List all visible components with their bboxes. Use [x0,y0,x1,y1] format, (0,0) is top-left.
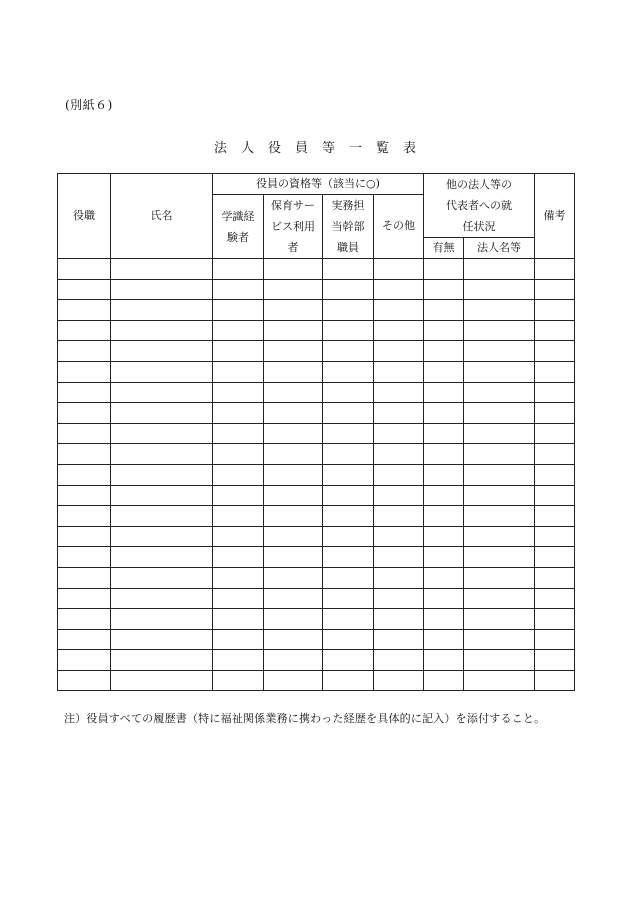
table-row [58,547,575,568]
table-cell [213,341,264,362]
table-cell [374,609,424,630]
table-row [58,341,575,362]
table-cell [58,361,111,382]
table-cell [264,279,323,300]
table-cell [264,382,323,403]
table-cell [374,300,424,321]
table-cell [464,259,535,280]
table-cell [464,320,535,341]
table-cell [58,670,111,691]
table-cell [111,547,213,568]
title-char: 覧 [376,141,390,156]
table-cell [424,300,464,321]
title-char: 員 [294,141,308,156]
table-cell [58,403,111,424]
table-cell [323,609,374,630]
table-cell [374,444,424,465]
table-cell [213,300,264,321]
title-char: 等 [322,141,336,156]
table-cell [58,423,111,444]
table-cell [323,300,374,321]
table-cell [464,670,535,691]
annex-label: (別紙６) [65,98,113,112]
table-cell [111,382,213,403]
table-cell [535,547,575,568]
table-cell [424,464,464,485]
table-cell [374,629,424,650]
table-cell [213,485,264,506]
table-cell [58,629,111,650]
table-row [58,403,575,424]
table-cell [535,670,575,691]
table-cell [111,506,213,527]
table-cell [213,567,264,588]
table-cell [464,300,535,321]
table-cell [111,567,213,588]
table-cell [58,300,111,321]
table-row [58,464,575,485]
table-cell [535,485,575,506]
table-row [58,670,575,691]
table-cell [535,259,575,280]
table-cell [58,609,111,630]
table-cell [58,650,111,671]
table-cell [464,526,535,547]
table-cell [111,526,213,547]
table-cell [535,444,575,465]
table-cell [111,444,213,465]
officers-table [57,173,575,691]
table-cell [111,320,213,341]
table-cell [374,423,424,444]
table-cell [424,382,464,403]
table-cell [374,382,424,403]
table-cell [323,423,374,444]
table-cell [264,650,323,671]
title-char: 表 [403,141,417,156]
table-cell [374,670,424,691]
table-cell [264,567,323,588]
table-cell [424,650,464,671]
table-row [58,320,575,341]
table-cell [264,670,323,691]
table-row [58,300,575,321]
title-char: 人 [240,141,254,156]
table-cell [323,403,374,424]
table-cell [213,423,264,444]
table-cell [464,444,535,465]
header-other: その他 [374,195,424,259]
table-cell [374,259,424,280]
table-cell [111,485,213,506]
table-row [58,588,575,609]
table-cell [213,650,264,671]
table-cell [264,259,323,280]
table-cell [464,423,535,444]
table-row [58,279,575,300]
table-cell [535,423,575,444]
table-cell [213,403,264,424]
table-cell [58,547,111,568]
table-cell [264,629,323,650]
table-cell [535,506,575,527]
table-cell [424,609,464,630]
table-cell [464,506,535,527]
table-cell [464,341,535,362]
table-cell [58,526,111,547]
table-cell [264,547,323,568]
table-cell [424,526,464,547]
table-cell [464,629,535,650]
table-cell [424,320,464,341]
table-cell [111,650,213,671]
table-cell [323,506,374,527]
header-position: 役職 [58,174,111,259]
table-row [58,567,575,588]
table-cell [58,485,111,506]
table-cell [424,361,464,382]
table-cell [213,320,264,341]
table-row [58,382,575,403]
table-cell [213,259,264,280]
header-remarks: 備考 [535,174,575,259]
table-cell [58,588,111,609]
table-cell [111,629,213,650]
table-cell [535,403,575,424]
table-row [58,506,575,527]
table-cell [535,320,575,341]
title-char: 役 [267,141,281,156]
table-cell [323,588,374,609]
table-cell [111,670,213,691]
table-cell [323,650,374,671]
table-cell [535,588,575,609]
table-cell [464,609,535,630]
table-cell [464,588,535,609]
table-cell [213,506,264,527]
table-row [58,629,575,650]
header-executive-staff: 実務担当幹部職員 [323,195,374,259]
table-cell [111,588,213,609]
table-cell [111,300,213,321]
table-cell [535,609,575,630]
table-cell [374,588,424,609]
table-cell [424,567,464,588]
table-cell [323,320,374,341]
table-cell [264,300,323,321]
table-cell [535,650,575,671]
table-cell [111,423,213,444]
table-cell [424,444,464,465]
table-cell [464,361,535,382]
title-char: 一 [349,141,363,156]
table-cell [213,547,264,568]
table-cell [323,444,374,465]
table-cell [111,609,213,630]
table-cell [58,464,111,485]
table-cell [213,629,264,650]
table-cell [535,382,575,403]
table-cell [424,670,464,691]
table-cell [374,547,424,568]
header-qualification-group: 役員の資格等（該当に○) [213,174,424,195]
table-cell [535,279,575,300]
table-cell [323,259,374,280]
table-cell [58,279,111,300]
table-cell [213,670,264,691]
table-cell [535,567,575,588]
table-cell [374,485,424,506]
table-cell [323,341,374,362]
table-cell [374,320,424,341]
table-cell [111,279,213,300]
table-row [58,423,575,444]
table-cell [264,444,323,465]
table-cell [264,485,323,506]
table-cell [424,341,464,362]
table-cell [424,279,464,300]
table-cell [264,403,323,424]
table-cell [535,341,575,362]
table-row [58,485,575,506]
footnote: 注）役員すべての履歴書（特に福祉関係業務に携わった経歴を具体的に記入）を添付すること。 [64,712,546,725]
table-cell [58,567,111,588]
table-cell [535,361,575,382]
table-cell [58,382,111,403]
table-cell [464,485,535,506]
table-cell [323,526,374,547]
table-cell [213,361,264,382]
table-cell [111,341,213,362]
table-cell [374,403,424,424]
table-cell [424,629,464,650]
table-cell [58,506,111,527]
table-cell [264,361,323,382]
table-cell [264,588,323,609]
table-cell [323,485,374,506]
header-childcare-user: 保育サービス利用者 [264,195,323,259]
table-cell [323,670,374,691]
table-cell [374,567,424,588]
table-cell [535,464,575,485]
table-row [58,259,575,280]
table-cell [424,547,464,568]
table-cell [374,341,424,362]
table-cell [58,444,111,465]
header-corp-name: 法人名等 [464,238,535,259]
table-row [58,361,575,382]
table-cell [264,341,323,362]
table-cell [213,464,264,485]
table-cell [264,423,323,444]
table-row [58,650,575,671]
table-cell [535,526,575,547]
document-title [0,137,630,156]
table-cell [111,403,213,424]
table-row [58,444,575,465]
table-cell [323,629,374,650]
table-cell [374,464,424,485]
table-cell [264,609,323,630]
table-cell [464,382,535,403]
table-cell [213,609,264,630]
table-cell [424,485,464,506]
table-cell [424,588,464,609]
table-cell [58,259,111,280]
table-cell [111,259,213,280]
table-cell [323,361,374,382]
table-cell [213,444,264,465]
table-cell [464,279,535,300]
table-row [58,609,575,630]
table-cell [213,588,264,609]
table-cell [535,629,575,650]
table-cell [464,403,535,424]
table-cell [464,650,535,671]
table-cell [424,423,464,444]
table-cell [323,464,374,485]
table-cell [424,259,464,280]
table-cell [535,300,575,321]
table-row [58,526,575,547]
table-cell [111,464,213,485]
title-char: 法 [213,141,227,156]
header-presence: 有無 [424,238,464,259]
table-cell [424,403,464,424]
table-cell [374,361,424,382]
table-cell [464,547,535,568]
table-cell [464,567,535,588]
table-cell [264,526,323,547]
table-cell [374,279,424,300]
table-cell [213,526,264,547]
table-cell [374,506,424,527]
table-cell [264,320,323,341]
table-cell [111,361,213,382]
table-cell [323,547,374,568]
table-cell [58,320,111,341]
table-cell [213,279,264,300]
table-cell [323,382,374,403]
table-cell [213,382,264,403]
table-cell [323,279,374,300]
table-cell [374,526,424,547]
table-cell [264,506,323,527]
table-cell [464,464,535,485]
table-cell [424,506,464,527]
table-cell [374,650,424,671]
header-expert: 学識経験者 [213,195,264,259]
table-cell [264,464,323,485]
table-cell [58,341,111,362]
header-other-corp-group: 他の法人等の代表者への就任状況 [424,174,535,238]
table-cell [323,567,374,588]
header-name: 氏名 [111,174,213,259]
